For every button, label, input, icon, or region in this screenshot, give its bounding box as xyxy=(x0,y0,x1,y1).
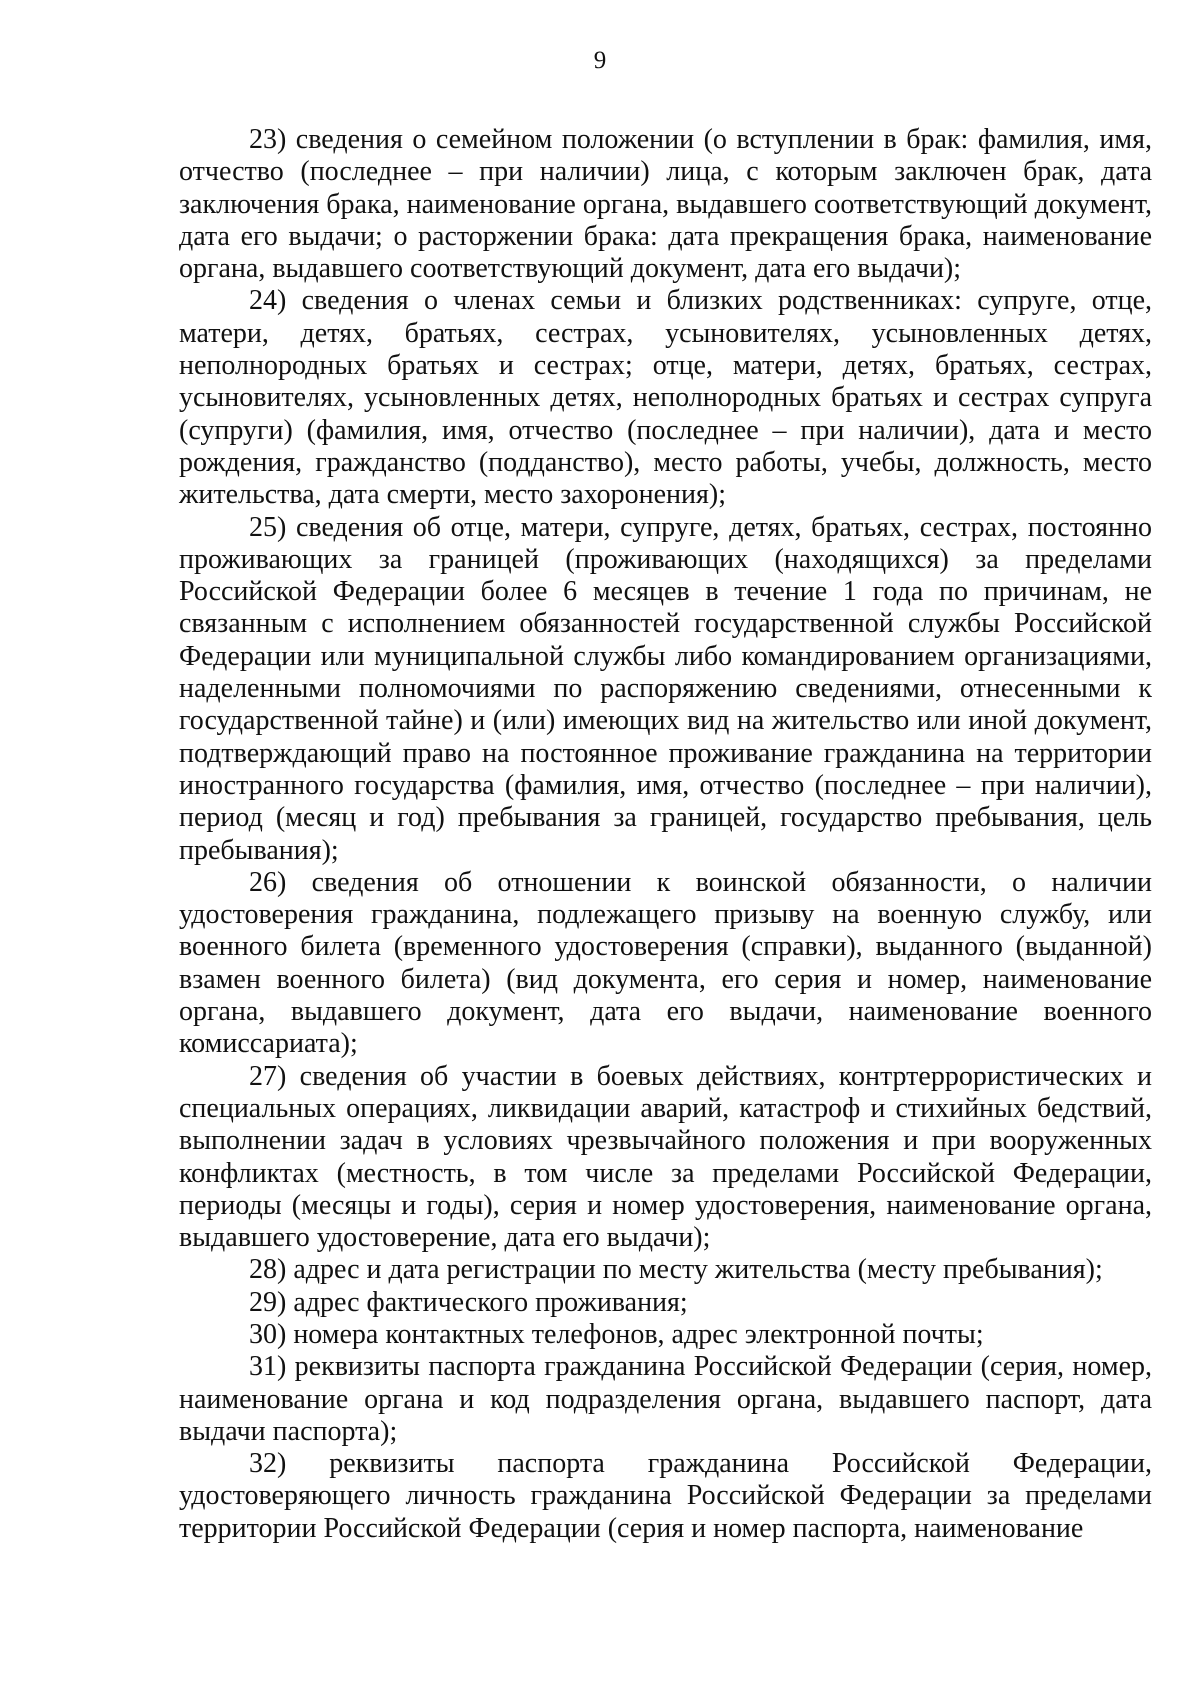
list-item-30: 30) номера контактных телефонов, адрес электронной почты; xyxy=(249,1318,984,1350)
document-body xyxy=(179,124,1152,1545)
list-item-23: 23) сведения о семейном положении (о вступлении в брак: фамилия, имя, отчество (последнее – при наличии) лица, с которым заключен брак, дата заключения брака, наименование органа, выдавшего соответствующий документ, дата его выдачи; о расторжении брака: дата прекращения брака, наименование органа, выдавшего соответствующий документ, дата его выдачи); xyxy=(179,124,1152,285)
list-item-28: 28) адрес и дата регистрации по месту жительства (месту пребывания); xyxy=(249,1254,1103,1286)
list-item-32: 32) реквизиты паспорта гражданина Российской Федерации, удостоверяющего личность гражданина Российской Федерации за пределами территории Российской Федерации (серия и номер паспорта, наименование xyxy=(179,1448,1152,1544)
list-item-24: 24) сведения о членах семьи и близких родственниках: супруге, отце, матери, детях, братьях, сестрах, усыновителях, усыновленных детях, неполнородных братьях и сестрах; отце, матери, детях, братьях, сестрах, усыновителях, усыновленных детях, неполнородных братьях и сестрах супруга (супруги) (фамилия, имя, отчество (последнее – при наличии), дата и место рождения, гражданство (подданство), место работы, учебы, должность, место жительства, дата смерти, место захоронения); xyxy=(179,285,1152,511)
list-item-27: 27) сведения об участии в боевых действиях, контртеррористических и специальных операциях, ликвидации аварий, катастроф и стихийных бедствий, выполнении задач в условиях чрезвычайного положения и при вооруженных конфликтах (местность, в том числе за пределами Российской Федерации, периоды (месяцы и годы), серия и номер удостоверения, наименование органа, выдавшего удостоверение, дата его выдачи); xyxy=(179,1060,1152,1254)
list-item-29: 29) адрес фактического проживания; xyxy=(249,1286,688,1318)
page-number: 9 xyxy=(593,47,607,74)
list-item-26: 26) сведения об отношении к воинской обязанности, о наличии удостоверения гражданина, подлежащего призыву на военную службу, или военного билета (временного удостоверения (справки), выданного (выданной) взамен военного билета) (вид документа, его серия и номер, наименование органа, выдавшего документ, дата его выдачи, наименование военного комиссариата); xyxy=(179,866,1152,1060)
list-item-25: 25) сведения об отце, матери, супруге, детях, братьях, сестрах, постоянно проживающих за границей (проживающих (находящихся) за пределами Российской Федерации более 6 месяцев в течение 1 года по причинам, не связанным с исполнением обязанностей государственной службы Российской Федерации или муниципальной службы либо командированием организациями, наделенными полномочиями по распоряжению сведениями, отнесенными к государственной тайне) и (или) имеющих вид на жительство или иной документ, подтверждающий право на постоянное проживание гражданина на территории иностранного государства (фамилия, имя, отчество (последнее – при наличии), период (месяц и год) пребывания за границей, государство пребывания, цель пребывания); xyxy=(179,511,1152,866)
list-item-31: 31) реквизиты паспорта гражданина Российской Федерации (серия, номер, наименование органа и код подразделения органа, выдавшего паспорт, дата выдачи паспорта); xyxy=(179,1351,1152,1447)
